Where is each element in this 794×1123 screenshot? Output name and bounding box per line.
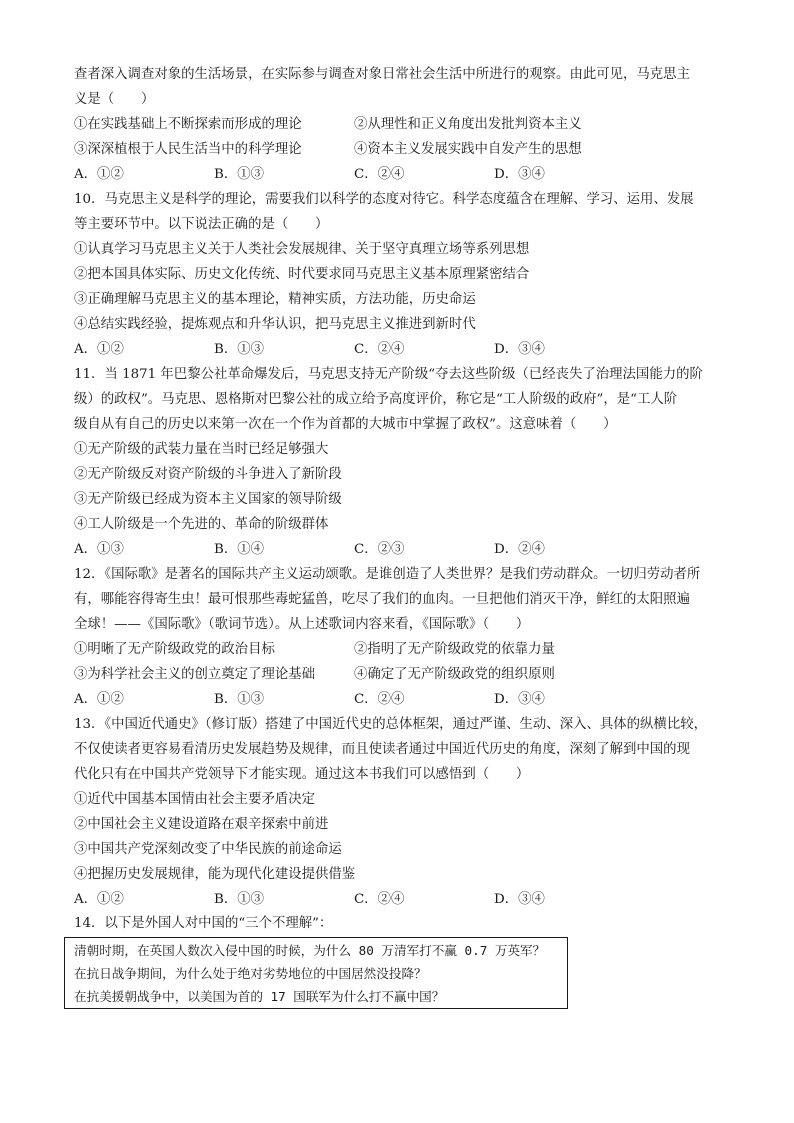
q12-statement-row bbox=[74, 637, 724, 662]
q12-statement-2: ②指明了无产阶级政党的依靠力量 bbox=[354, 642, 555, 657]
q11-stem-line-2: 级）的政权”。马克思、恩格斯对巴黎公社的成立给予高度评价，称它是“工人阶级的政府”，是“工人阶 bbox=[74, 392, 678, 407]
q10-statement-4: ④总结实践经验，提炼观点和升华认识，把马克思主义推进到新时代 bbox=[74, 317, 476, 332]
q9-options bbox=[74, 162, 724, 187]
q9-option-d[interactable]: D．③④ bbox=[494, 167, 545, 182]
q11-option-d[interactable]: D．②④ bbox=[494, 542, 545, 557]
q10-option-b[interactable]: B．①③ bbox=[214, 342, 265, 357]
q9-statement-row bbox=[74, 137, 724, 162]
q12-statement-3: ③为科学社会主义的创立奠定了理论基础 bbox=[74, 667, 316, 682]
q14-box-line-1: 清朝时期，在英国人数次入侵中国的时候，为什么 80 万清军打不赢 0.7 万英军？ bbox=[74, 943, 546, 958]
q11-options bbox=[74, 537, 724, 562]
q10-option-a[interactable]: A．①② bbox=[74, 342, 124, 357]
q10-statement-1: ①认真学习马克思主义关于人类社会发展规律、关于坚守真理立场等系列思想 bbox=[74, 242, 530, 257]
q12-statement-4: ④确定了无产阶级政党的组织原则 bbox=[354, 667, 555, 682]
q12-statement-row bbox=[74, 662, 724, 687]
q13-options bbox=[74, 887, 724, 912]
q14-material-box bbox=[64, 937, 568, 1009]
q9-statement-3: ③深深植根于人民生活当中的科学理论 bbox=[74, 142, 302, 157]
q13-statement-3: ③中国共产党深刻改变了中华民族的前途命运 bbox=[74, 842, 342, 857]
q13-stem-line-1: 13．《中国近代通史》（修订版）搭建了中国近代史的总体框架，通过严谨、生动、深入、具体的纵横比较， bbox=[74, 717, 707, 732]
q13-option-b[interactable]: B．①③ bbox=[214, 892, 265, 907]
q9-option-a[interactable]: A．①② bbox=[74, 167, 124, 182]
q12-stem-line-2: 有，哪能容得寄生虫！最可恨那些毒蛇猛兽，吃尽了我们的血肉。一旦把他们消灭干净，鲜红的太阳照遍 bbox=[74, 592, 690, 607]
q13-stem-line-2: 不仅使读者更容易看清历史发展趋势及规律，而且使读者通过中国近代历史的角度，深刻了解到中国的现 bbox=[74, 742, 690, 757]
q10-option-d[interactable]: D．③④ bbox=[494, 342, 545, 357]
q12-stem-line-3: 全球！——《国际歌》（歌词节选）。从上述歌词内容来看，《国际歌》（ ） bbox=[74, 617, 530, 632]
q9-statement-row bbox=[74, 112, 724, 137]
q10-statement-2: ②把本国具体实际、历史文化传统、时代要求同马克思主义基本原理紧密结合 bbox=[74, 267, 530, 282]
q12-option-d[interactable]: D．③④ bbox=[494, 692, 545, 707]
q11-statement-2: ②无产阶级反对资产阶级的斗争进入了新阶段 bbox=[74, 467, 342, 482]
q13-option-c[interactable]: C．②④ bbox=[354, 892, 405, 907]
q9-option-b[interactable]: B．①③ bbox=[214, 167, 265, 182]
q13-option-d[interactable]: D．③④ bbox=[494, 892, 545, 907]
q13-option-a[interactable]: A．①② bbox=[74, 892, 124, 907]
q9-stem-line-1: 查者深入调查对象的生活场景，在实际参与调查对象日常社会生活中所进行的观察。由此可见，马克思主 bbox=[74, 67, 690, 82]
q11-statement-3: ③无产阶级已经成为资本主义国家的领导阶级 bbox=[74, 492, 342, 507]
q11-statement-4: ④工人阶级是一个先进的、革命的阶级群体 bbox=[74, 517, 329, 532]
q10-stem-line-1: 10．马克思主义是科学的理论，需要我们以科学的态度对待它。科学态度蕴含在理解、学习、运用、发展 bbox=[74, 192, 694, 207]
q11-statement-1: ①无产阶级的武装力量在当时已经足够强大 bbox=[74, 442, 329, 457]
q12-option-c[interactable]: C．②④ bbox=[354, 692, 405, 707]
q10-option-c[interactable]: C．②④ bbox=[354, 342, 405, 357]
q13-stem-line-3: 代化只有在中国共产党领导下才能实现。通过这本书我们可以感悟到（ ） bbox=[74, 767, 530, 782]
q12-options bbox=[74, 687, 724, 712]
q9-statement-1: ①在实践基础上不断探索而形成的理论 bbox=[74, 117, 302, 132]
q14-stem: 14．以下是外国人对中国的“三个不理解”： bbox=[74, 916, 333, 931]
q11-stem-line-1: 11．当 1871 年巴黎公社革命爆发后，马克思支持无产阶级“夺去这些阶级（已经丧失了治理法国能力的阶 bbox=[74, 367, 703, 382]
q10-statement-3: ③正确理解马克思主义的基本理论，精神实质，方法功能，历史命运 bbox=[74, 292, 476, 307]
q13-statement-4: ④把握历史发展规律，能为现代化建设提供借鉴 bbox=[74, 867, 356, 882]
q13-statement-2: ②中国社会主义建设道路在艰辛探索中前进 bbox=[74, 817, 329, 832]
q11-stem-line-3: 级自从有自己的历史以来第一次在一个作为首都的大城市中掌握了政权”。这意味着（ ） bbox=[74, 417, 617, 432]
q12-option-b[interactable]: B．①③ bbox=[214, 692, 265, 707]
q10-options bbox=[74, 337, 724, 362]
q11-option-c[interactable]: C．②③ bbox=[354, 542, 405, 557]
q12-stem-line-1: 12．《国际歌》是著名的国际共产主义运动颂歌。是谁创造了人类世界？是我们劳动群众。一切归劳动者所 bbox=[74, 567, 701, 582]
q10-stem-line-2: 等主要环节中。以下说法正确的是（ ） bbox=[74, 217, 329, 232]
q13-statement-1: ①近代中国基本国情由社会主要矛盾决定 bbox=[74, 792, 316, 807]
q11-option-b[interactable]: B．①④ bbox=[214, 542, 265, 557]
q9-stem-line-2: 义是（ ） bbox=[74, 92, 155, 107]
q11-option-a[interactable]: A．①③ bbox=[74, 542, 124, 557]
q9-statement-2: ②从理性和正义角度出发批判资本主义 bbox=[354, 117, 582, 132]
q14-box-line-2: 在抗日战争期间，为什么处于绝对劣势地位的中国居然没投降？ bbox=[74, 966, 427, 981]
q9-option-c[interactable]: C．②④ bbox=[354, 167, 405, 182]
q14-box-line-3: 在抗美援朝战争中，以美国为首的 17 国联军为什么打不赢中国？ bbox=[74, 989, 445, 1004]
q9-statement-4: ④资本主义发展实践中自发产生的思想 bbox=[354, 142, 582, 157]
q12-statement-1: ①明晰了无产阶级政党的政治目标 bbox=[74, 642, 275, 657]
q12-option-a[interactable]: A．①② bbox=[74, 692, 124, 707]
